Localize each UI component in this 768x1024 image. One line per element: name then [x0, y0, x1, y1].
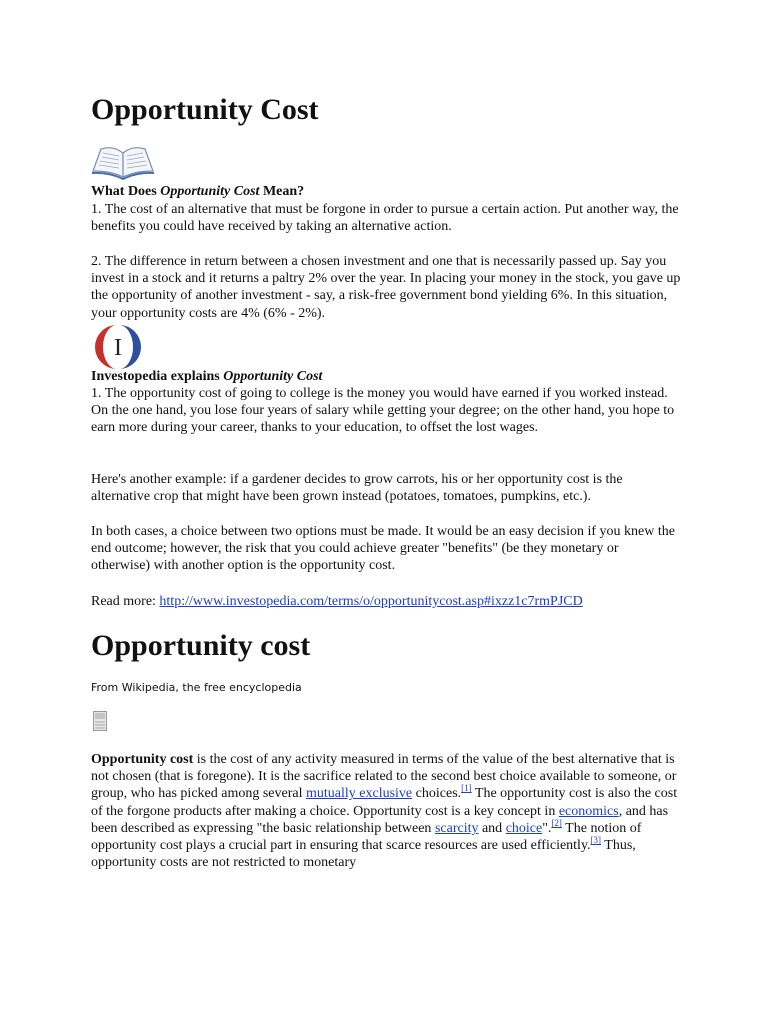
explanation-1: 1. The opportunity cost of going to college is the money you would have earned if you worked instead. On the one hand, you lose four years of salary while getting your degree; on the other hand, you hope to earn more during your career, thanks to your education, to offset the lost wages.: [91, 386, 675, 436]
definition-2: 2. The difference in return between a chosen investment and one that is necessarily passed up. Say you invest in a stock and it returns a paltry 2% over the year. In placing your money in the stock, you gave up the opportunity of another investment - say, a risk-free government bond yielding 6%. In this situation, your opportunity costs are 4% (6% - 2%).: [91, 254, 681, 321]
section1-title: Opportunity Cost: [91, 93, 319, 126]
reference-1-link[interactable]: [1]: [461, 783, 472, 794]
reference-3-link[interactable]: [3]: [590, 835, 602, 846]
logo-letter: I: [114, 335, 122, 361]
investopedia-logo-icon: [91, 324, 145, 370]
explanation-3: In both cases, a choice between two options must be made. It would be an easy decision if you knew the end outcome; however, the risk that you could achieve greater "benefits" (be they monetary or otherwise) with another option is the opportunity cost.: [91, 524, 675, 574]
link-choice[interactable]: choice: [505, 820, 543, 836]
wikipedia-paragraph: Opportunity cost is the cost of any activity measured in terms of the value of the best alternative that is not chosen (that is foregone). It is the sacrifice related to the second best choice available to someone, or group, who has picked among several mutually exclusive choices.[1] The opportunity cost is also the cost of the forgone products after making a choice. Opportunity cost is a key concept in economics, and has been described as expressing "the basic relationship between scarcity and choice".[2] The notion of opportunity cost plays a crucial part in ensuring that scarce resources are used efficiently.[3] Thus, opportunity costs are not restricted to monetary: [91, 752, 678, 871]
link-mutually-exclusive[interactable]: mutually exclusive: [306, 786, 413, 802]
wikipedia-subtitle: From Wikipedia, the free encyclopedia: [91, 681, 302, 694]
read-more-link[interactable]: http://www.investopedia.com/terms/o/opportunitycost.asp#ixzz1c7rmPJCD: [159, 594, 583, 609]
section2-title: Opportunity cost: [91, 629, 311, 662]
definition-1: 1. The cost of an alternative that must be forgone in order to pursue a certain action. Put another way, the benefits you could have received by taking an alternative action.: [91, 202, 679, 235]
image-thumbnail-icon: [93, 711, 107, 731]
explains-heading: Investopedia explains Opportunity Cost: [91, 369, 323, 384]
what-does-heading: What Does Opportunity Cost Mean?: [91, 184, 305, 199]
link-scarcity[interactable]: scarcity: [434, 820, 479, 836]
open-book-icon: [91, 141, 155, 181]
explanation-2: Here's another example: if a gardener decides to grow carrots, his or her opportunity cost is the alternative crop that might have been grown instead (potatoes, tomatoes, pumpkins, etc.).: [91, 472, 623, 505]
read-more: Read more: http://www.investopedia.com/terms/o/opportunitycost.asp#ixzz1c7rmPJCD: [91, 594, 583, 609]
link-economics[interactable]: economics: [558, 803, 619, 819]
reference-2-link[interactable]: [2]: [551, 817, 562, 828]
